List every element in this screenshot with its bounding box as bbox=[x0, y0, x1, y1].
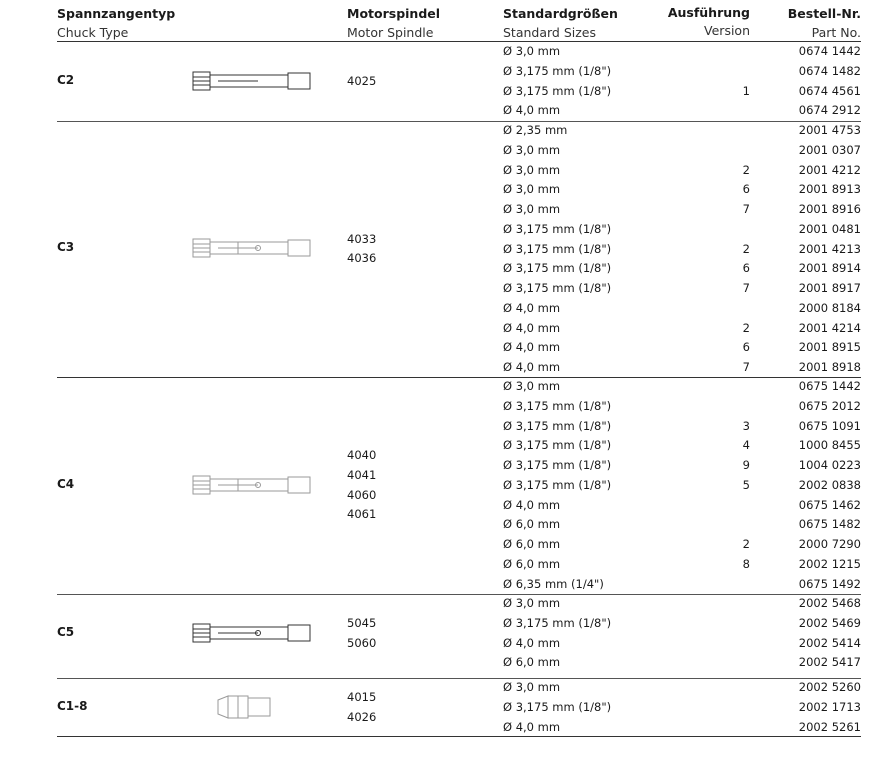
version: 3 bbox=[742, 418, 750, 433]
standard-size: Ø 4,0 mm bbox=[503, 497, 561, 512]
version: 7 bbox=[742, 281, 750, 295]
part-number: 0675 2012 bbox=[798, 398, 861, 413]
standard-size: Ø 6,0 mm bbox=[503, 655, 561, 670]
row-divider bbox=[57, 736, 861, 737]
header-standard-sizes-en: Standard Sizes bbox=[503, 25, 597, 40]
standard-size: Ø 6,0 mm bbox=[503, 517, 561, 532]
motor-spindle: 4015 bbox=[347, 689, 377, 704]
standard-size: Ø 3,175 mm (1/8") bbox=[503, 63, 612, 78]
standard-size: Ø 3,0 mm bbox=[503, 44, 561, 58]
standard-size: Ø 4,0 mm bbox=[503, 340, 561, 355]
part-number: 1000 8455 bbox=[798, 438, 861, 453]
motor-spindle: 4060 bbox=[347, 487, 377, 502]
chuck-type-label: C5 bbox=[57, 624, 75, 639]
part-number: 2000 7290 bbox=[798, 537, 861, 551]
version: 2 bbox=[742, 320, 750, 335]
part-number: 0675 1482 bbox=[798, 517, 861, 532]
motor-spindle: 4033 bbox=[347, 231, 377, 246]
version: 7 bbox=[742, 360, 750, 374]
part-number: 2001 8917 bbox=[798, 281, 861, 295]
part-number: 0674 1482 bbox=[798, 63, 861, 78]
part-number: 2002 0838 bbox=[798, 477, 861, 492]
collet-c1-8-icon bbox=[188, 692, 318, 726]
standard-size: Ø 6,0 mm bbox=[503, 556, 561, 571]
standard-size: Ø 2,35 mm bbox=[503, 123, 568, 137]
part-number: 2000 8184 bbox=[798, 300, 861, 315]
part-number: 0674 2912 bbox=[798, 103, 861, 118]
standard-size: Ø 3,0 mm bbox=[503, 162, 561, 177]
version: 6 bbox=[742, 182, 750, 197]
row-divider bbox=[57, 678, 861, 679]
version: 1 bbox=[742, 83, 750, 98]
chuck-type-label: C1-8 bbox=[57, 698, 88, 713]
part-number: 2001 8914 bbox=[798, 261, 861, 276]
row-divider bbox=[57, 121, 861, 122]
part-number: 2001 8913 bbox=[798, 182, 861, 197]
collet-c5-icon bbox=[188, 618, 318, 652]
part-number: 2001 0307 bbox=[798, 142, 861, 157]
motor-spindle: 4061 bbox=[347, 507, 377, 522]
standard-size: Ø 4,0 mm bbox=[503, 360, 561, 374]
standard-size: Ø 3,175 mm (1/8") bbox=[503, 281, 612, 295]
version: 7 bbox=[742, 202, 750, 216]
standard-size: Ø 3,0 mm bbox=[503, 182, 561, 197]
collet-c3-icon bbox=[188, 233, 318, 267]
standard-size: Ø 3,175 mm (1/8") bbox=[503, 418, 612, 433]
part-number: 0675 1462 bbox=[798, 497, 861, 512]
standard-size: Ø 4,0 mm bbox=[503, 635, 561, 650]
part-number: 2002 5417 bbox=[798, 655, 861, 670]
part-number: 2001 8915 bbox=[798, 340, 861, 355]
part-number: 2002 1713 bbox=[798, 699, 861, 714]
version: 2 bbox=[742, 241, 750, 256]
header-motor-spindle-de: Motorspindel bbox=[347, 6, 441, 21]
motor-spindle: 5045 bbox=[347, 615, 377, 630]
header-version-en: Version bbox=[704, 23, 750, 38]
version: 5 bbox=[742, 477, 750, 492]
standard-size: Ø 4,0 mm bbox=[503, 300, 561, 315]
standard-size: Ø 6,0 mm bbox=[503, 537, 561, 551]
version: 8 bbox=[742, 556, 750, 571]
version: 6 bbox=[742, 261, 750, 276]
motor-spindle: 4036 bbox=[347, 251, 377, 266]
part-number: 2001 8916 bbox=[798, 202, 861, 216]
header-standard-sizes-de: Standardgrößen bbox=[503, 6, 618, 21]
header-chuck-type-de: Spannzangentyp bbox=[57, 6, 176, 21]
standard-size: Ø 3,0 mm bbox=[503, 202, 561, 216]
standard-size: Ø 3,0 mm bbox=[503, 379, 561, 393]
standard-size: Ø 3,175 mm (1/8") bbox=[503, 398, 612, 413]
standard-size: Ø 3,175 mm (1/8") bbox=[503, 221, 612, 236]
version: 2 bbox=[742, 162, 750, 177]
part-number: 1004 0223 bbox=[798, 458, 861, 472]
part-number: 2002 5414 bbox=[798, 635, 861, 650]
collet-c2-icon bbox=[188, 66, 318, 100]
standard-size: Ø 3,175 mm (1/8") bbox=[503, 261, 612, 276]
part-number: 0674 1442 bbox=[798, 44, 861, 58]
standard-size: Ø 3,175 mm (1/8") bbox=[503, 241, 612, 256]
part-number: 2002 5260 bbox=[798, 680, 861, 694]
part-number: 0674 4561 bbox=[798, 83, 861, 98]
standard-size: Ø 3,0 mm bbox=[503, 680, 561, 694]
part-number: 2001 4214 bbox=[798, 320, 861, 335]
standard-size: Ø 3,0 mm bbox=[503, 596, 561, 610]
header-version-de: Ausführung bbox=[667, 5, 750, 20]
motor-spindle: 5060 bbox=[347, 635, 377, 650]
standard-size: Ø 6,35 mm (1/4") bbox=[503, 576, 604, 591]
part-number: 2001 4213 bbox=[798, 241, 861, 256]
standard-size: Ø 3,175 mm (1/8") bbox=[503, 438, 612, 453]
part-number: 2002 5468 bbox=[798, 596, 861, 610]
standard-size: Ø 3,175 mm (1/8") bbox=[503, 458, 612, 472]
row-divider bbox=[57, 377, 861, 378]
version: 6 bbox=[742, 340, 750, 355]
chuck-type-label: C3 bbox=[57, 240, 75, 255]
header-motor-spindle-en: Motor Spindle bbox=[347, 25, 434, 40]
collet-c4-icon bbox=[188, 470, 318, 504]
standard-size: Ø 3,0 mm bbox=[503, 142, 561, 157]
part-number: 2002 5261 bbox=[798, 719, 861, 734]
row-divider bbox=[57, 41, 861, 42]
version: 4 bbox=[742, 438, 750, 453]
chuck-type-label: C2 bbox=[57, 72, 75, 87]
motor-spindle: 4026 bbox=[347, 709, 377, 724]
motor-spindle: 4041 bbox=[347, 467, 377, 482]
motor-spindle: 4025 bbox=[347, 73, 377, 88]
standard-size: Ø 4,0 mm bbox=[503, 320, 561, 335]
standard-size: Ø 3,175 mm (1/8") bbox=[503, 615, 612, 630]
chuck-type-label: C4 bbox=[57, 476, 75, 491]
version: 9 bbox=[742, 458, 750, 472]
part-number: 0675 1442 bbox=[798, 379, 861, 393]
version: 2 bbox=[742, 537, 750, 551]
header-part-no-de: Bestell-Nr. bbox=[787, 6, 861, 21]
part-number: 2002 1215 bbox=[798, 556, 861, 571]
standard-size: Ø 3,175 mm (1/8") bbox=[503, 83, 612, 98]
standard-size: Ø 4,0 mm bbox=[503, 719, 561, 734]
part-number: 2002 5469 bbox=[798, 615, 861, 630]
header-part-no-en: Part No. bbox=[811, 25, 861, 40]
header-chuck-type-en: Chuck Type bbox=[57, 25, 129, 40]
part-number: 2001 8918 bbox=[798, 360, 861, 374]
motor-spindle: 4040 bbox=[347, 448, 377, 463]
standard-size: Ø 3,175 mm (1/8") bbox=[503, 477, 612, 492]
part-number: 0675 1492 bbox=[798, 576, 861, 591]
part-number: 0675 1091 bbox=[798, 418, 861, 433]
part-number: 2001 4212 bbox=[798, 162, 861, 177]
part-number: 2001 4753 bbox=[798, 123, 861, 137]
part-number: 2001 0481 bbox=[798, 221, 861, 236]
standard-size: Ø 4,0 mm bbox=[503, 103, 561, 118]
standard-size: Ø 3,175 mm (1/8") bbox=[503, 699, 612, 714]
row-divider bbox=[57, 594, 861, 595]
